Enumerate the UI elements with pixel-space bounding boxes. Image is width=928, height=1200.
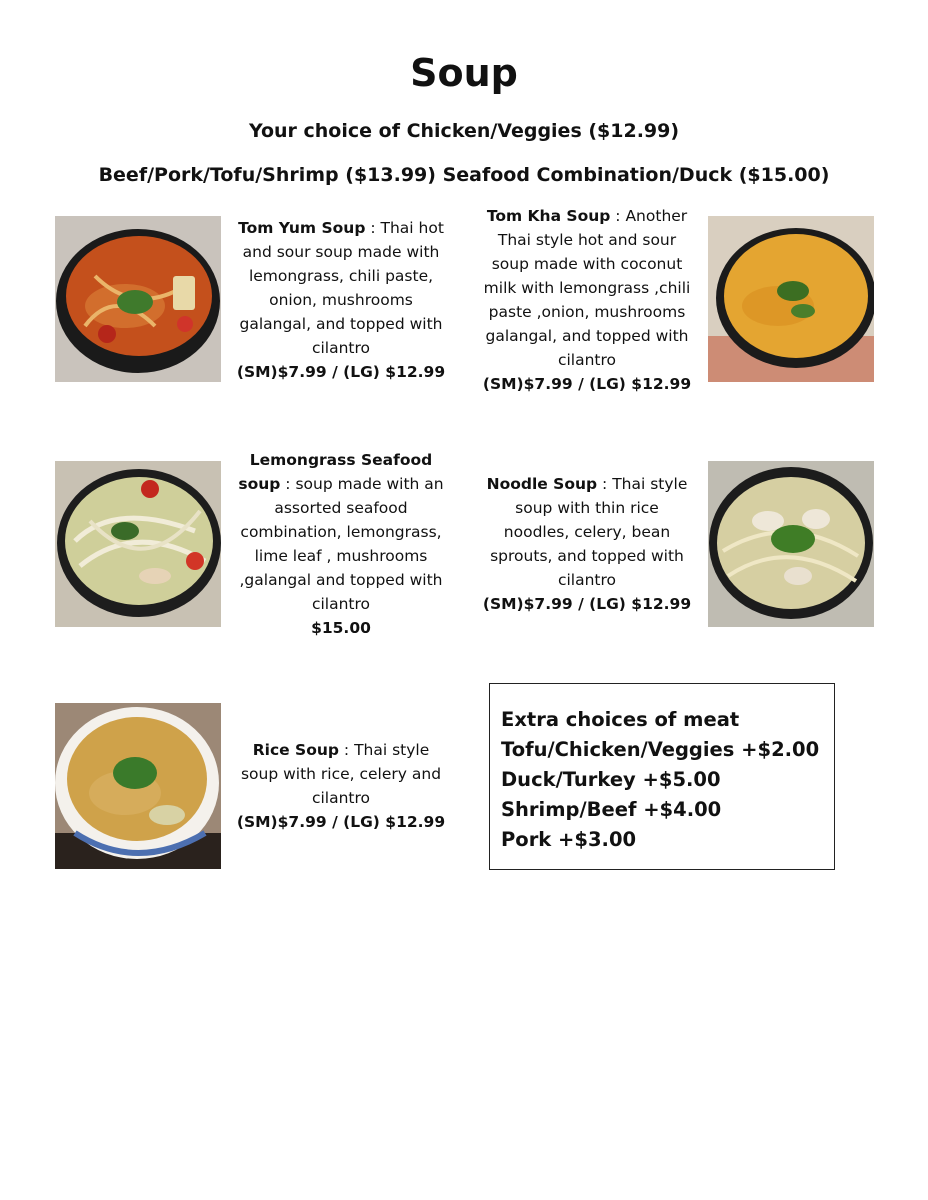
item-description: : soup made with an assorted seafood combination, lemongrass, lime leaf , mushrooms ,galangal and topped with cilantro <box>239 475 444 613</box>
item-name: Rice Soup <box>252 741 339 759</box>
tom-yum-soup-description <box>234 216 448 384</box>
extras-line: Shrimp/Beef +$4.00 <box>501 798 722 821</box>
item-name: Tom Yum Soup <box>238 219 366 237</box>
rice-soup-photo <box>55 703 221 869</box>
tom-yum-soup-photo <box>55 216 221 382</box>
page-title: Soup <box>410 51 518 95</box>
extras-line: Tofu/Chicken/Veggies +$2.00 <box>501 738 820 761</box>
noodle-soup-description <box>480 472 694 616</box>
item-price: $15.00 <box>311 619 371 637</box>
item-price: (SM)$7.99 / (LG) $12.99 <box>482 375 692 393</box>
item-price: (SM)$7.99 / (LG) $12.99 <box>236 363 446 381</box>
extras-line: Pork +$3.00 <box>501 828 637 851</box>
item-description: : Thai style soup with thin rice noodles, celery, bean sprouts, and topped with cilantro <box>490 475 688 589</box>
item-description: : Another Thai style hot and sour soup made with coconut milk with lemongrass ,chili paste ,onion, mushrooms galangal, and topped with cilantro <box>483 207 691 369</box>
price-subtitle-chicken-veggies: Your choice of Chicken/Veggies ($12.99) <box>248 120 680 142</box>
item-description: : Thai hot and sour soup made with lemongrass, chili paste, onion, mushrooms galangal, and topped with cilantro <box>239 219 444 357</box>
item-price: (SM)$7.99 / (LG) $12.99 <box>482 595 692 613</box>
rice-soup-description <box>234 738 448 834</box>
lemongrass-seafood-soup-description <box>234 448 448 640</box>
item-name: Tom Kha Soup <box>486 207 611 225</box>
extras-heading: Extra choices of meat <box>501 708 740 731</box>
item-name: Lemongrass Seafood soup <box>238 451 433 493</box>
lemongrass-seafood-soup-photo <box>55 461 221 627</box>
item-price: (SM)$7.99 / (LG) $12.99 <box>236 813 446 831</box>
item-description: : Thai style soup with rice, celery and cilantro <box>240 741 442 807</box>
item-name: Noodle Soup <box>486 475 598 493</box>
tom-kha-soup-description <box>480 204 694 396</box>
tom-kha-soup-photo <box>708 216 874 382</box>
extras-line: Duck/Turkey +$5.00 <box>501 768 721 791</box>
price-subtitle-other-proteins: Beef/Pork/Tofu/Shrimp ($13.99) Seafood Combination/Duck ($15.00) <box>98 164 830 186</box>
extra-meat-choices-box <box>489 683 835 870</box>
noodle-soup-photo <box>708 461 874 627</box>
